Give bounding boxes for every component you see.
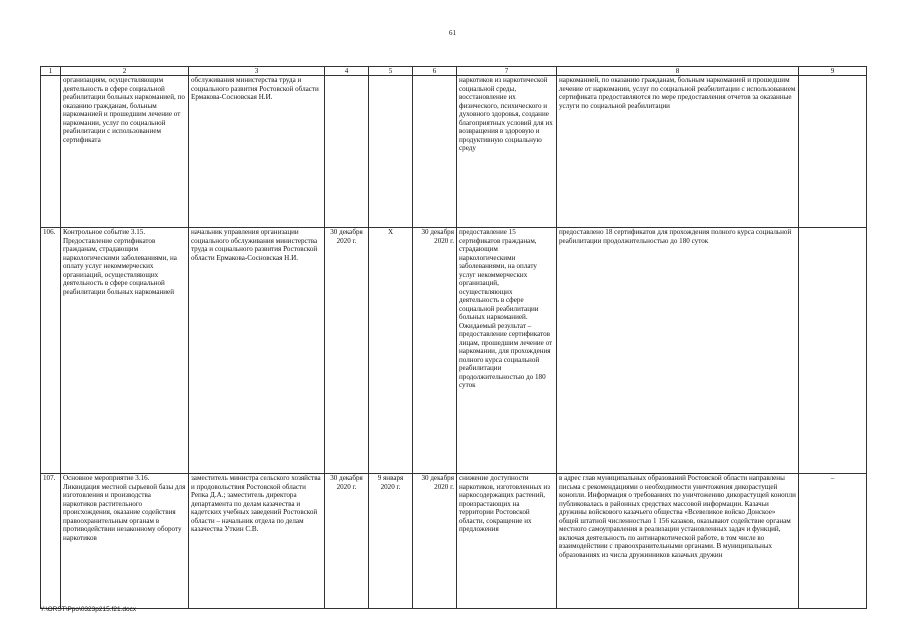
expected-result-cell: предоставление 15 сертификатов гражданам, страдающим наркологическими заболеваниями, на оплату услуг некоммерческих организаций, осуществляющих деятельность в сфере социальной реабилитации больных наркоманией. Ожидаемый результат – предоставление сертификатов лицам, прошедшим лечение от наркомании, для прохождения полного курса социальной реабилитации продолжительностью до 180 суток bbox=[457, 228, 557, 474]
table-row bbox=[41, 474, 867, 609]
date-end-cell: 30 декабря 2020 г. bbox=[413, 228, 457, 474]
table-row bbox=[41, 76, 867, 228]
date-end-cell bbox=[413, 76, 457, 228]
notes-cell bbox=[799, 228, 867, 474]
event-cell: Основное мероприятие 3.16. Ликвидация местной сырьевой базы для изготовления и производства наркотиков растительного происхождения, оказание содействия правоохранительным органам в противодействии незаконному обороту наркотиков bbox=[61, 474, 189, 609]
date-start-cell: Х bbox=[369, 228, 413, 474]
col-header: 3 bbox=[189, 67, 325, 76]
report-table bbox=[40, 66, 867, 609]
date-plan-cell: 30 декабря 2020 г. bbox=[325, 474, 369, 609]
notes-cell bbox=[799, 76, 867, 228]
col-header: 1 bbox=[41, 67, 61, 76]
date-start-cell bbox=[369, 76, 413, 228]
actual-result-cell: наркоманией, по оказанию гражданам, больным наркоманией и прошедшим лечение от наркомании, услуг по социальной реабилитации с использованием сертификата предоставляются по мере предоставления отчетов за оказанные услуги по социальной реабилитации bbox=[557, 76, 799, 228]
expected-result-cell: снижение доступности наркотиков, изготовленных из наркосодержащих растений, произрастающих на территории Ростовской области, сокращение их предложения bbox=[457, 474, 557, 609]
page-number: 61 bbox=[449, 29, 456, 37]
col-header: 7 bbox=[457, 67, 557, 76]
col-header: 9 bbox=[799, 67, 867, 76]
date-plan-cell bbox=[325, 76, 369, 228]
date-end-cell: 30 декабря 2020 г. bbox=[413, 474, 457, 609]
table-row bbox=[41, 228, 867, 474]
actual-result-cell: в адрес глав муниципальных образований Ростовской области направлены письма с рекомендациями о необходимости уничтожения дикорастущей конопли. Информация о требованиях по уничтожению дикорастущей конопли публиковалась в районных средствах массовой информации. Казачьи дружины войскового казачьего общества «Всевеликое войско Донское» общей штатной численностью 1 156 казаков, оказывают содействие органам местного самоуправления в реализации установленных задач и функций, включая деятельность по антинаркотической работе, в том числе во взаимодействии с правоохранительными органами. В муниципальных образованиях из числа дружинников казачьих дружин bbox=[557, 474, 799, 609]
file-path-footer: Y:\ORST\Ppo\0323p215.f21.docx bbox=[40, 606, 137, 613]
date-start-cell: 9 января 2020 г. bbox=[369, 474, 413, 609]
row-number: 106. bbox=[41, 228, 61, 474]
responsible-cell: заместитель министра сельского хозяйства и продовольствия Ростовской области Репка Д.А.; заместитель директора департамента по делам казачества и кадетских учебных заведений Ростовской области – начальник отдела по делам казачества Уткин С.В. bbox=[189, 474, 325, 609]
col-header: 4 bbox=[325, 67, 369, 76]
col-header: 2 bbox=[61, 67, 189, 76]
col-header: 8 bbox=[557, 67, 799, 76]
event-cell: организациям, осуществляющим деятельность в сфере социальной реабилитации больных наркоманией, по оказанию гражданам, больным наркоманией и прошедшим лечение от наркомании, услуг по социальной реабилитации с использованием сертификата bbox=[61, 76, 189, 228]
col-header: 5 bbox=[369, 67, 413, 76]
expected-result-cell: наркотиков из наркотической социальной среды, восстановление их физического, психического и духовного здоровья, создание благоприятных условий для их возвращения в здоровую и продуктивную социальную среду bbox=[457, 76, 557, 228]
notes-cell: – bbox=[799, 474, 867, 609]
column-number-row bbox=[41, 67, 867, 76]
actual-result-cell: предоставлено 18 сертификатов для прохождения полного курса социальной реабилитации продолжительностью до 180 суток bbox=[557, 228, 799, 474]
responsible-cell: начальник управления организации социального обслуживания министерства труда и социального развития Ростовской области Ермакова-Сосновская Н.И. bbox=[189, 228, 325, 474]
date-plan-cell: 30 декабря 2020 г. bbox=[325, 228, 369, 474]
col-header: 6 bbox=[413, 67, 457, 76]
row-number: 107. bbox=[41, 474, 61, 609]
row-number bbox=[41, 76, 61, 228]
event-cell: Контрольное событие 3.15. Предоставление сертификатов гражданам, страдающим наркологическими заболеваниями, на оплату услуг некоммерческих организаций, осуществляющих деятельность в сфере социальной реабилитации больных наркоманией bbox=[61, 228, 189, 474]
responsible-cell: обслуживания министерства труда и социального развития Ростовской области Ермакова-Сосновская Н.И. bbox=[189, 76, 325, 228]
